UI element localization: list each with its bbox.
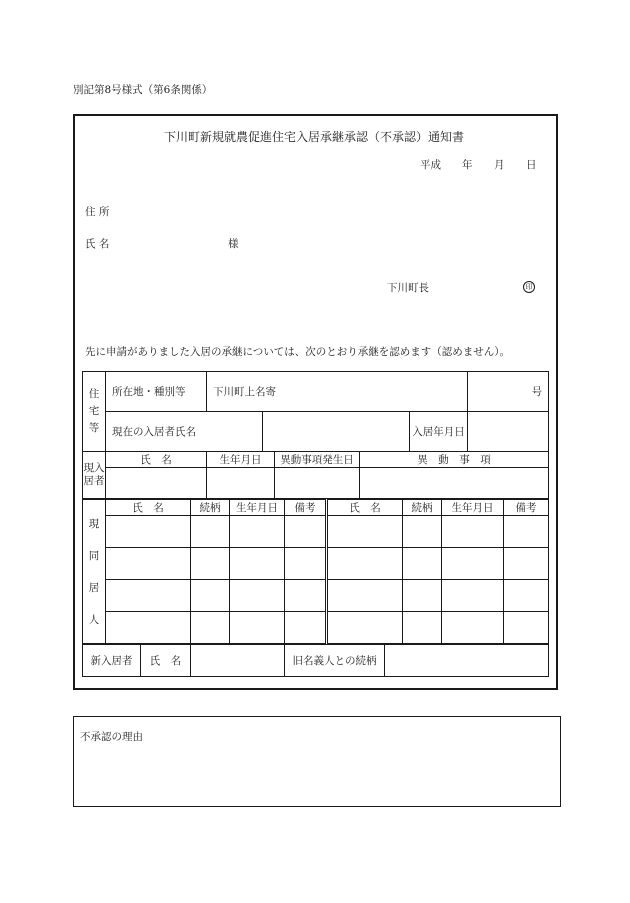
cr-header-birth: 生年月日 <box>207 452 275 468</box>
cohabitants-group-label: 現 同 居 人 <box>83 500 106 644</box>
cr-change-item-cell <box>360 468 549 499</box>
current-resident-label: 現在の入居者氏名 <box>106 412 263 452</box>
location-value: 下川町上名寄 <box>207 372 468 412</box>
current-resident-name-cell <box>263 412 410 452</box>
number-suffix: 号 <box>468 372 549 412</box>
co-header-remarks-2: 備考 <box>504 500 549 516</box>
table-row <box>83 612 549 644</box>
date-era: 平成 <box>420 159 441 171</box>
cr-name-cell <box>106 468 207 499</box>
cr-change-date-cell <box>275 468 360 499</box>
official-seal-mark <box>523 280 535 293</box>
body-text: 先に申請がありました入居の承継については、次のとおり承継を認めます（認めません）。 <box>85 346 511 358</box>
cr-header-change-date: 異動事項発生日 <box>275 452 360 468</box>
move-in-date-cell <box>468 412 549 452</box>
name-label: 氏 名 <box>85 238 110 250</box>
date-day: 日 <box>526 159 537 171</box>
reason-box <box>73 716 561 807</box>
location-label: 所在地・種別等 <box>106 372 207 412</box>
co-header-birth-1: 生年月日 <box>230 500 285 516</box>
reason-label: 不承認の理由 <box>80 731 143 743</box>
cr-birth-cell <box>207 468 275 499</box>
housing-table <box>82 371 549 499</box>
cohabitants-table <box>82 499 549 644</box>
table-row <box>83 580 549 612</box>
co-header-relation-1: 続柄 <box>191 500 230 516</box>
co-header-birth-2: 生年月日 <box>442 500 504 516</box>
new-resident-name-cell <box>191 645 285 677</box>
form-number: 別記第8号様式（第6条関係） <box>73 84 213 96</box>
page-title: 下川町新規就農促進住宅入居承継承認（不承認）通知書 <box>164 130 465 144</box>
date-month: 月 <box>494 159 505 171</box>
seal-char: 印 <box>523 281 535 293</box>
table-row <box>83 548 549 580</box>
co-header-remarks-1: 備考 <box>285 500 327 516</box>
new-resident-name-label: 氏 名 <box>141 645 191 677</box>
date-year: 年 <box>462 159 473 171</box>
housing-group-label: 住 宅 等 <box>83 372 106 452</box>
honorific: 様 <box>228 238 239 250</box>
new-resident-label: 新入居者 <box>83 645 141 677</box>
cr-header-name: 氏 名 <box>106 452 207 468</box>
new-resident-table <box>82 644 549 677</box>
co-header-name-2: 氏 名 <box>327 500 403 516</box>
address-label: 住 所 <box>85 206 110 218</box>
cr-header-change-item: 異 動 事 項 <box>360 452 549 468</box>
relation-cell <box>385 645 549 677</box>
move-in-date-label: 入居年月日 <box>410 412 468 452</box>
table-row <box>83 516 549 548</box>
current-resident-group-label: 現入 居者 <box>83 452 106 499</box>
co-header-name-1: 氏 名 <box>106 500 191 516</box>
co-header-relation-2: 続柄 <box>403 500 442 516</box>
relation-label: 旧名義人との続柄 <box>285 645 385 677</box>
issuer: 下川町長 <box>387 282 429 294</box>
